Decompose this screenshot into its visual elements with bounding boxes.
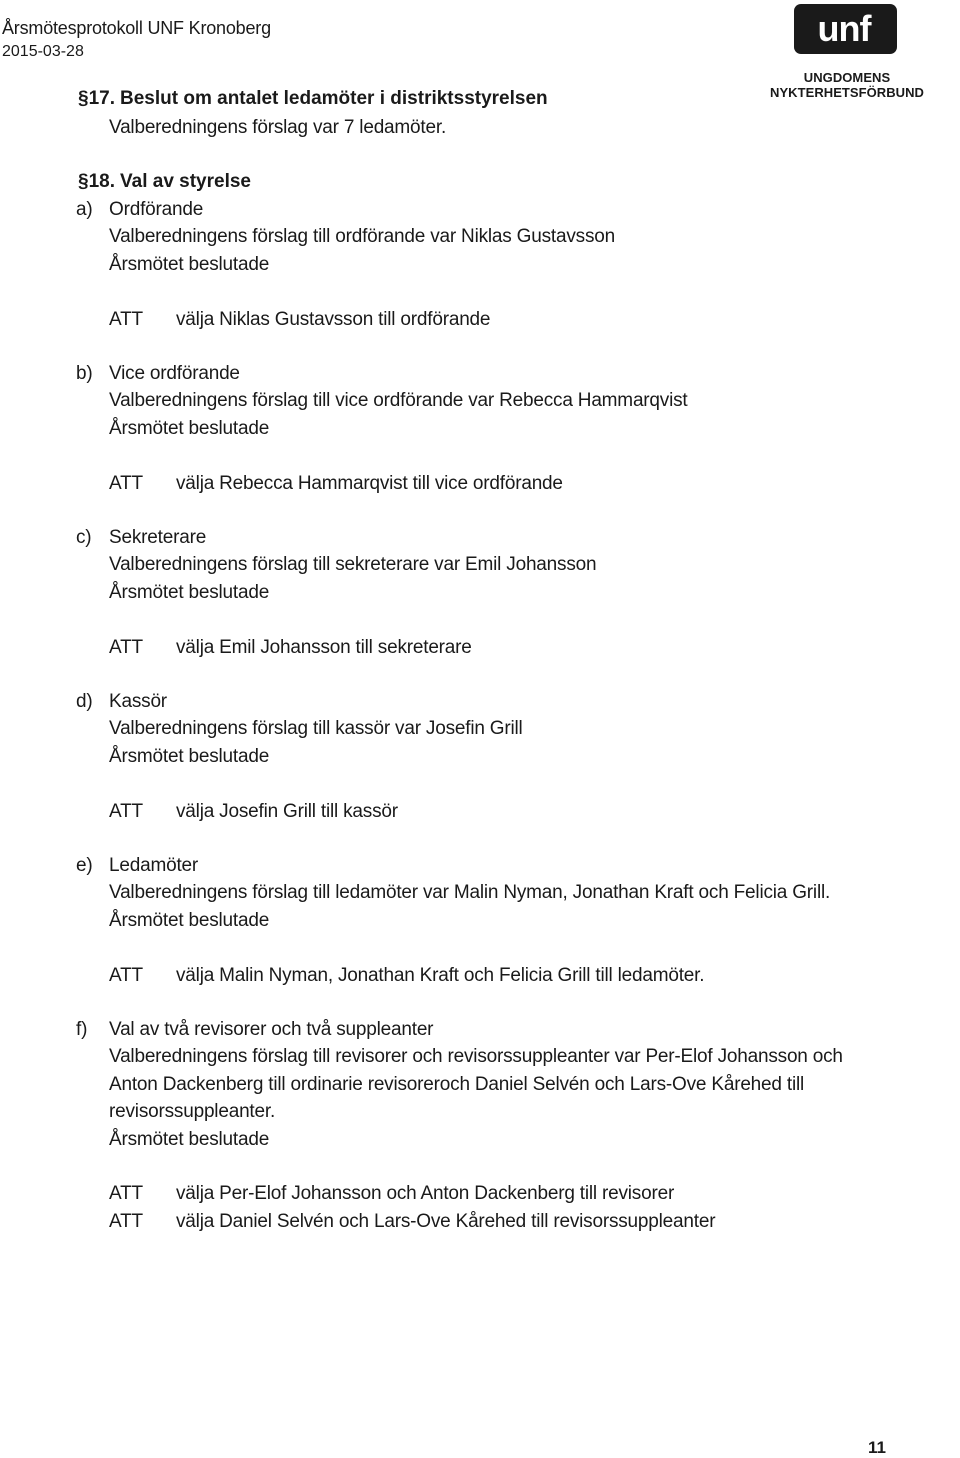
- item-c-att: ATT: [109, 637, 143, 658]
- document-date: 2015-03-28: [2, 43, 84, 60]
- item-a-label: a): [76, 199, 93, 220]
- item-b-decided: Årsmötet beslutade: [109, 418, 270, 439]
- item-f-att-1: ATT: [109, 1183, 143, 1204]
- item-c-label: c): [76, 527, 92, 548]
- item-b-label: b): [76, 363, 93, 384]
- item-a-decided: Årsmötet beslutade: [109, 254, 270, 275]
- item-f-label: f): [76, 1019, 88, 1040]
- item-e-proposal: Valberedningens förslag till ledamöter var Malin Nyman, Jonathan Kraft och Felicia Grill.: [109, 882, 831, 903]
- item-d-att: ATT: [109, 801, 143, 822]
- item-e-heading: Ledamöter: [109, 855, 199, 876]
- item-b-proposal: Valberedningens förslag till vice ordförande var Rebecca Hammarqvist: [109, 390, 688, 411]
- item-a-att: ATT: [109, 309, 143, 330]
- item-f-att-2: ATT: [109, 1211, 143, 1232]
- section-18-heading: [78, 171, 251, 193]
- item-e-decided: Årsmötet beslutade: [109, 910, 270, 931]
- item-e-label: e): [76, 855, 93, 876]
- item-d-decided: Årsmötet beslutade: [109, 746, 270, 767]
- item-d-proposal: Valberedningens förslag till kassör var Josefin Grill: [109, 718, 523, 739]
- section-number: §18.: [78, 171, 115, 192]
- item-f-decided: Årsmötet beslutade: [109, 1129, 270, 1150]
- section-17-text: Valberedningens förslag var 7 ledamöter.: [109, 117, 447, 138]
- item-d-heading: Kassör: [109, 691, 167, 712]
- item-f-decision-1: välja Per-Elof Johansson och Anton Dackenberg till revisorer: [176, 1183, 675, 1204]
- item-a-proposal: Valberedningens förslag till ordförande var Niklas Gustavsson: [109, 226, 615, 247]
- item-c-proposal: Valberedningens förslag till sekreterare var Emil Johansson: [109, 554, 597, 575]
- item-d-label: d): [76, 691, 93, 712]
- section-title: Beslut om antalet ledamöter i distriktsstyrelsen: [120, 88, 548, 109]
- logo-subtitle: UNGDOMENS NYKTERHETSFÖRBUND: [770, 70, 924, 100]
- section-title: Val av styrelse: [120, 171, 251, 192]
- item-f-proposal-line-1: Valberedningens förslag till revisorer och revisorssuppleanter var Per-Elof Johansson och: [109, 1046, 843, 1067]
- item-e-decision: välja Malin Nyman, Jonathan Kraft och Felicia Grill till ledamöter.: [176, 965, 705, 986]
- item-c-decision: välja Emil Johansson till sekreterare: [176, 637, 472, 658]
- item-a-heading: Ordförande: [109, 199, 204, 220]
- item-c-heading: Sekreterare: [109, 527, 207, 548]
- item-d-decision: välja Josefin Grill till kassör: [176, 801, 398, 822]
- item-f-proposal-line-2: Anton Dackenberg till ordinarie revisoreroch Daniel Selvén och Lars-Ove Kårehed till: [109, 1074, 805, 1095]
- item-f-proposal-line-3: revisorssuppleanter.: [109, 1101, 276, 1122]
- item-f-heading: Val av två revisorer och två suppleanter: [109, 1019, 434, 1040]
- unf-logo: [794, 4, 897, 54]
- item-b-heading: Vice ordförande: [109, 363, 240, 384]
- item-b-att: ATT: [109, 473, 143, 494]
- document-title: Årsmötesprotokoll UNF Kronoberg: [2, 18, 271, 38]
- item-e-att: ATT: [109, 965, 143, 986]
- logo-text: unf: [817, 8, 871, 49]
- item-b-decision: välja Rebecca Hammarqvist till vice ordförande: [176, 473, 563, 494]
- item-f-decision-2: välja Daniel Selvén och Lars-Ove Kårehed till revisorssuppleanter: [176, 1211, 716, 1232]
- section-number: §17.: [78, 88, 115, 109]
- item-c-decided: Årsmötet beslutade: [109, 582, 270, 603]
- page-number: 11: [868, 1438, 886, 1457]
- item-a-decision: välja Niklas Gustavsson till ordförande: [176, 309, 491, 330]
- section-17-heading: [78, 88, 548, 110]
